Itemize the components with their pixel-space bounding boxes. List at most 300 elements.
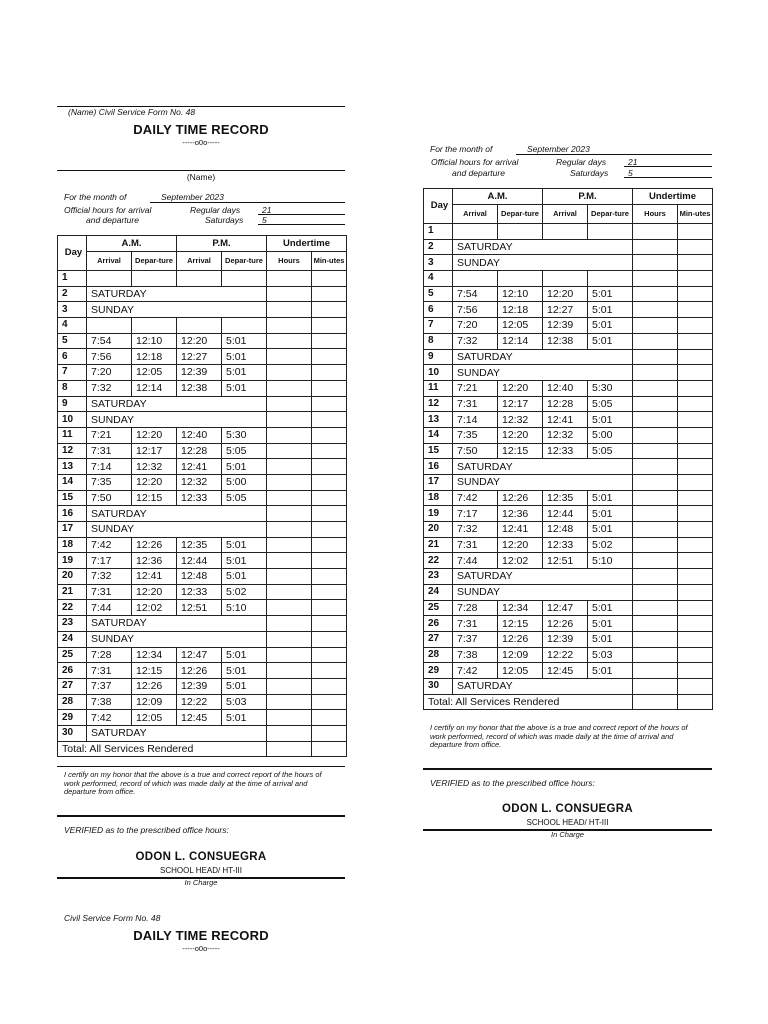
pm-in-cell: 12:39 bbox=[543, 318, 588, 334]
day-cell: 23 bbox=[58, 616, 87, 632]
undertime-hours-cell bbox=[267, 459, 312, 475]
am-in-cell: 7:42 bbox=[453, 663, 498, 679]
pm-in-cell: 12:22 bbox=[543, 647, 588, 663]
month-label-right: For the month of bbox=[430, 144, 493, 154]
am-arrival-header: Arrival bbox=[87, 252, 132, 271]
table-row bbox=[58, 474, 347, 490]
undertime-minutes-cell bbox=[312, 710, 347, 726]
day-cell: 5 bbox=[58, 333, 87, 349]
am-in-cell: 7:42 bbox=[87, 537, 132, 553]
minutes-header: Min-utes bbox=[678, 205, 713, 224]
undertime-minutes-cell bbox=[678, 600, 713, 616]
pm-out-cell: 5:01 bbox=[222, 710, 267, 726]
undertime-minutes-cell bbox=[312, 553, 347, 569]
pm-out-cell: 5:01 bbox=[222, 537, 267, 553]
table-row bbox=[424, 506, 713, 522]
day-cell: 12 bbox=[424, 396, 453, 412]
undertime-minutes-cell bbox=[312, 412, 347, 428]
undertime-minutes-cell bbox=[312, 333, 347, 349]
pm-out-cell: 5:01 bbox=[222, 459, 267, 475]
am-out-cell: 12:05 bbox=[498, 663, 543, 679]
undertime-hours-cell bbox=[267, 318, 312, 334]
am-header: A.M. bbox=[87, 236, 177, 252]
undertime-minutes-cell bbox=[678, 365, 713, 381]
undertime-minutes-cell bbox=[678, 678, 713, 694]
undertime-minutes-cell bbox=[678, 396, 713, 412]
am-out-cell: 12:05 bbox=[132, 710, 177, 726]
am-out-cell: 12:36 bbox=[132, 553, 177, 569]
table-row bbox=[424, 678, 713, 694]
undertime-hours-cell bbox=[633, 678, 678, 694]
pm-in-cell: 12:27 bbox=[543, 302, 588, 318]
day-cell: 17 bbox=[424, 475, 453, 491]
pm-in-cell: 12:47 bbox=[177, 647, 222, 663]
undertime-hours-cell bbox=[633, 333, 678, 349]
day-cell: 20 bbox=[58, 569, 87, 585]
day-cell: 28 bbox=[58, 694, 87, 710]
day-cell: 19 bbox=[58, 553, 87, 569]
regular-days-underline bbox=[258, 214, 345, 215]
am-out-cell bbox=[498, 224, 543, 240]
table-row bbox=[58, 600, 347, 616]
day-header: Day bbox=[58, 236, 87, 271]
pm-out-cell: 5:01 bbox=[222, 678, 267, 694]
undertime-hours-cell bbox=[267, 537, 312, 553]
day-cell: 29 bbox=[424, 663, 453, 679]
am-out-cell: 12:26 bbox=[498, 631, 543, 647]
table-row bbox=[58, 427, 347, 443]
pm-in-cell: 12:28 bbox=[177, 443, 222, 459]
table-row bbox=[58, 710, 347, 726]
month-value-right: September 2023 bbox=[527, 144, 590, 154]
table-row bbox=[424, 333, 713, 349]
day-cell: 16 bbox=[424, 459, 453, 475]
table-row bbox=[58, 349, 347, 365]
day-cell: 1 bbox=[424, 224, 453, 240]
table-row bbox=[424, 443, 713, 459]
table-row bbox=[424, 302, 713, 318]
table-row bbox=[58, 584, 347, 600]
dtr-table-right bbox=[423, 188, 713, 710]
undertime-hours-cell bbox=[267, 380, 312, 396]
undertime-hours-cell bbox=[633, 522, 678, 538]
am-out-cell: 12:17 bbox=[132, 443, 177, 459]
pm-in-cell: 12:39 bbox=[177, 678, 222, 694]
pm-out-cell: 5:01 bbox=[588, 616, 633, 632]
undertime-minutes-cell bbox=[678, 271, 713, 287]
month-label: For the month of bbox=[64, 192, 127, 202]
am-out-cell: 12:36 bbox=[498, 506, 543, 522]
am-out-cell: 12:18 bbox=[498, 302, 543, 318]
undertime-minutes-cell bbox=[678, 631, 713, 647]
undertime-header: Undertime bbox=[267, 236, 347, 252]
form-number: (Name) Civil Service Form No. 48 bbox=[68, 107, 196, 117]
undertime-minutes-cell bbox=[678, 647, 713, 663]
undertime-hours-cell bbox=[267, 427, 312, 443]
am-in-cell bbox=[87, 271, 132, 287]
am-out-cell: 12:09 bbox=[498, 647, 543, 663]
cert-rule bbox=[57, 766, 345, 767]
pm-out-cell bbox=[588, 224, 633, 240]
pm-out-cell: 5:01 bbox=[222, 333, 267, 349]
day-cell: 4 bbox=[58, 318, 87, 334]
am-out-cell: 12:20 bbox=[498, 537, 543, 553]
am-in-cell: 7:37 bbox=[453, 631, 498, 647]
table-row bbox=[58, 286, 347, 302]
undertime-minutes-cell bbox=[678, 584, 713, 600]
undertime-hours-cell bbox=[267, 569, 312, 585]
table-row bbox=[424, 490, 713, 506]
name-label: (Name) bbox=[186, 172, 216, 182]
undertime-minutes-cell bbox=[678, 286, 713, 302]
pm-out-cell: 5:10 bbox=[222, 600, 267, 616]
am-out-cell: 12:41 bbox=[498, 522, 543, 538]
pm-out-cell: 5:10 bbox=[588, 553, 633, 569]
undertime-minutes-cell bbox=[312, 474, 347, 490]
am-in-cell: 7:31 bbox=[87, 443, 132, 459]
day-cell: 16 bbox=[58, 506, 87, 522]
form-number-2: Civil Service Form No. 48 bbox=[64, 913, 161, 923]
regular-days-label: Regular days bbox=[190, 205, 241, 215]
pm-in-cell: 12:51 bbox=[177, 600, 222, 616]
am-in-cell bbox=[87, 318, 132, 334]
table-row bbox=[424, 647, 713, 663]
total-label: Total: All Services Rendered bbox=[424, 694, 633, 710]
signatory-name: ODON L. CONSUEGRA bbox=[135, 851, 267, 863]
pm-out-cell: 5:02 bbox=[222, 584, 267, 600]
undertime-hours-cell bbox=[267, 631, 312, 647]
undertime-minutes-cell bbox=[312, 490, 347, 506]
undertime-minutes-cell bbox=[312, 616, 347, 632]
total-minutes bbox=[678, 694, 713, 710]
undertime-hours-cell bbox=[633, 349, 678, 365]
day-cell: 30 bbox=[58, 725, 87, 741]
undertime-hours-cell bbox=[633, 616, 678, 632]
pm-in-cell: 12:32 bbox=[543, 427, 588, 443]
day-cell: 28 bbox=[424, 647, 453, 663]
pm-out-cell: 5:02 bbox=[588, 537, 633, 553]
undertime-hours-cell bbox=[633, 600, 678, 616]
table-row bbox=[58, 631, 347, 647]
minutes-header: Min-utes bbox=[312, 252, 347, 271]
undertime-minutes-cell bbox=[312, 271, 347, 287]
day-cell: 1 bbox=[58, 271, 87, 287]
undertime-minutes-cell bbox=[312, 459, 347, 475]
pm-out-cell: 5:01 bbox=[588, 522, 633, 538]
undertime-hours-cell bbox=[267, 443, 312, 459]
name-line bbox=[57, 170, 345, 171]
undertime-hours-cell bbox=[267, 271, 312, 287]
table-row bbox=[58, 443, 347, 459]
pm-in-cell: 12:48 bbox=[177, 569, 222, 585]
saturdays-value: 5 bbox=[262, 215, 267, 225]
undertime-hours-cell bbox=[267, 694, 312, 710]
undertime-minutes-cell bbox=[312, 286, 347, 302]
pm-in-cell: 12:20 bbox=[543, 286, 588, 302]
am-in-cell: 7:32 bbox=[87, 569, 132, 585]
am-in-cell: 7:31 bbox=[453, 537, 498, 553]
pm-out-cell: 5:01 bbox=[588, 506, 633, 522]
pm-out-cell: 5:30 bbox=[588, 380, 633, 396]
am-in-cell: 7:31 bbox=[87, 663, 132, 679]
undertime-hours-cell bbox=[267, 396, 312, 412]
table-row bbox=[58, 380, 347, 396]
am-in-cell: 7:38 bbox=[87, 694, 132, 710]
am-out-cell: 12:20 bbox=[498, 427, 543, 443]
am-in-cell: 7:44 bbox=[453, 553, 498, 569]
am-in-cell: 7:31 bbox=[453, 396, 498, 412]
undertime-minutes-cell bbox=[678, 380, 713, 396]
table-row bbox=[58, 302, 347, 318]
undertime-minutes-cell bbox=[312, 349, 347, 365]
in-charge-label: In Charge bbox=[184, 878, 218, 887]
table-row bbox=[424, 459, 713, 475]
day-note: SATURDAY bbox=[87, 506, 267, 522]
am-out-cell: 12:14 bbox=[132, 380, 177, 396]
day-cell: 8 bbox=[424, 333, 453, 349]
am-in-cell: 7:54 bbox=[87, 333, 132, 349]
undertime-hours-cell bbox=[267, 365, 312, 381]
day-note: SATURDAY bbox=[453, 459, 633, 475]
undertime-hours-cell bbox=[267, 678, 312, 694]
day-cell: 13 bbox=[58, 459, 87, 475]
am-departure-header: Depar-ture bbox=[498, 205, 543, 224]
am-out-cell: 12:14 bbox=[498, 333, 543, 349]
pm-in-cell: 12:26 bbox=[177, 663, 222, 679]
table-row bbox=[58, 522, 347, 538]
table-row bbox=[424, 380, 713, 396]
am-in-cell: 7:54 bbox=[453, 286, 498, 302]
am-out-cell bbox=[132, 318, 177, 334]
undertime-hours-cell bbox=[633, 553, 678, 569]
table-row bbox=[58, 459, 347, 475]
day-cell: 10 bbox=[424, 365, 453, 381]
am-out-cell: 12:09 bbox=[132, 694, 177, 710]
undertime-hours-cell bbox=[633, 318, 678, 334]
day-cell: 6 bbox=[58, 349, 87, 365]
day-cell: 26 bbox=[58, 663, 87, 679]
undertime-hours-cell bbox=[633, 380, 678, 396]
undertime-hours-cell bbox=[633, 663, 678, 679]
table-row bbox=[58, 616, 347, 632]
table-row bbox=[424, 427, 713, 443]
pm-in-cell: 12:20 bbox=[177, 333, 222, 349]
saturdays-label-right: Saturdays bbox=[570, 168, 609, 178]
undertime-minutes-cell bbox=[678, 569, 713, 585]
undertime-hours-cell bbox=[633, 224, 678, 240]
day-cell: 10 bbox=[58, 412, 87, 428]
day-cell: 15 bbox=[58, 490, 87, 506]
day-cell: 29 bbox=[58, 710, 87, 726]
am-out-cell: 12:41 bbox=[132, 569, 177, 585]
am-in-cell: 7:17 bbox=[453, 506, 498, 522]
day-cell: 7 bbox=[58, 365, 87, 381]
undertime-hours-cell bbox=[267, 616, 312, 632]
undertime-hours-cell bbox=[267, 333, 312, 349]
undertime-hours-cell bbox=[633, 365, 678, 381]
table-row bbox=[424, 239, 713, 255]
day-cell: 18 bbox=[58, 537, 87, 553]
page-title-2: DAILY TIME RECORD bbox=[133, 928, 269, 943]
pm-in-cell: 12:45 bbox=[177, 710, 222, 726]
day-cell: 22 bbox=[424, 553, 453, 569]
am-out-cell: 12:02 bbox=[132, 600, 177, 616]
undertime-minutes-cell bbox=[312, 694, 347, 710]
table-row bbox=[424, 365, 713, 381]
undertime-hours-cell bbox=[633, 631, 678, 647]
pm-out-cell: 5:01 bbox=[588, 490, 633, 506]
pm-in-cell: 12:33 bbox=[543, 537, 588, 553]
regular-days-value-right: 21 bbox=[628, 157, 638, 167]
am-departure-header: Depar-ture bbox=[132, 252, 177, 271]
am-out-cell: 12:18 bbox=[132, 349, 177, 365]
undertime-minutes-cell bbox=[312, 537, 347, 553]
day-cell: 25 bbox=[58, 647, 87, 663]
day-cell: 14 bbox=[58, 474, 87, 490]
undertime-hours-cell bbox=[633, 255, 678, 271]
am-out-cell: 12:15 bbox=[498, 616, 543, 632]
pm-header: P.M. bbox=[177, 236, 267, 252]
am-out-cell bbox=[132, 271, 177, 287]
undertime-hours-cell bbox=[633, 396, 678, 412]
am-out-cell: 12:34 bbox=[132, 647, 177, 663]
undertime-minutes-cell bbox=[312, 396, 347, 412]
am-out-cell: 12:15 bbox=[498, 443, 543, 459]
signatory-position: SCHOOL HEAD/ HT-III bbox=[160, 866, 242, 875]
undertime-minutes-cell bbox=[312, 522, 347, 538]
undertime-hours-cell bbox=[267, 710, 312, 726]
undertime-hours-cell bbox=[267, 522, 312, 538]
undertime-minutes-cell bbox=[312, 600, 347, 616]
pm-out-cell bbox=[222, 271, 267, 287]
undertime-hours-cell bbox=[633, 271, 678, 287]
table-row bbox=[424, 349, 713, 365]
day-note: SUNDAY bbox=[453, 475, 633, 491]
pm-out-cell: 5:01 bbox=[222, 553, 267, 569]
am-out-cell: 12:20 bbox=[132, 474, 177, 490]
day-note: SATURDAY bbox=[453, 569, 633, 585]
undertime-minutes-cell bbox=[678, 349, 713, 365]
day-cell: 14 bbox=[424, 427, 453, 443]
table-row bbox=[424, 396, 713, 412]
table-row bbox=[424, 412, 713, 428]
pm-in-cell: 12:39 bbox=[543, 631, 588, 647]
official-hours-label-2: and departure bbox=[86, 215, 139, 225]
day-cell: 27 bbox=[424, 631, 453, 647]
table-row bbox=[58, 506, 347, 522]
undertime-hours-cell bbox=[633, 584, 678, 600]
day-cell: 20 bbox=[424, 522, 453, 538]
am-in-cell: 7:21 bbox=[453, 380, 498, 396]
am-in-cell: 7:35 bbox=[453, 427, 498, 443]
day-note: SUNDAY bbox=[453, 255, 633, 271]
official-hours-label-right: Official hours for arrival bbox=[431, 157, 519, 167]
table-row bbox=[424, 224, 713, 240]
day-cell: 5 bbox=[424, 286, 453, 302]
table-row bbox=[58, 553, 347, 569]
pm-arrival-header: Arrival bbox=[543, 205, 588, 224]
undertime-minutes-cell bbox=[678, 490, 713, 506]
am-in-cell: 7:44 bbox=[87, 600, 132, 616]
table-row bbox=[424, 631, 713, 647]
am-in-cell: 7:32 bbox=[87, 380, 132, 396]
total-hours bbox=[633, 694, 678, 710]
am-out-cell: 12:20 bbox=[498, 380, 543, 396]
undertime-minutes-cell bbox=[678, 443, 713, 459]
undertime-minutes-cell bbox=[678, 255, 713, 271]
pm-in-cell bbox=[177, 271, 222, 287]
table-row bbox=[58, 333, 347, 349]
page-title: DAILY TIME RECORD bbox=[133, 122, 269, 137]
pm-in-cell: 12:33 bbox=[177, 584, 222, 600]
am-in-cell: 7:31 bbox=[87, 584, 132, 600]
undertime-hours-cell bbox=[633, 427, 678, 443]
undertime-minutes-cell bbox=[678, 239, 713, 255]
pm-out-cell: 5:03 bbox=[222, 694, 267, 710]
am-out-cell: 12:34 bbox=[498, 600, 543, 616]
table-row bbox=[58, 365, 347, 381]
undertime-minutes-cell bbox=[312, 663, 347, 679]
saturdays-underline-right bbox=[624, 177, 712, 178]
undertime-minutes-cell bbox=[678, 522, 713, 538]
saturdays-label: Saturdays bbox=[205, 215, 244, 225]
pm-in-cell: 12:48 bbox=[543, 522, 588, 538]
undertime-minutes-cell bbox=[312, 318, 347, 334]
am-out-cell: 12:15 bbox=[132, 663, 177, 679]
pm-in-cell: 12:33 bbox=[543, 443, 588, 459]
day-cell: 12 bbox=[58, 443, 87, 459]
undertime-minutes-cell bbox=[678, 537, 713, 553]
pm-out-cell: 5:01 bbox=[588, 663, 633, 679]
day-cell: 27 bbox=[58, 678, 87, 694]
am-in-cell: 7:14 bbox=[453, 412, 498, 428]
table-row bbox=[58, 271, 347, 287]
month-underline-right bbox=[516, 154, 712, 155]
undertime-minutes-cell bbox=[312, 365, 347, 381]
table-row bbox=[58, 490, 347, 506]
undertime-hours-cell bbox=[267, 506, 312, 522]
am-out-cell: 12:26 bbox=[132, 537, 177, 553]
am-out-cell: 12:15 bbox=[132, 490, 177, 506]
undertime-minutes-cell bbox=[678, 475, 713, 491]
undertime-hours-cell bbox=[633, 443, 678, 459]
pm-out-cell: 5:05 bbox=[588, 396, 633, 412]
am-in-cell: 7:20 bbox=[453, 318, 498, 334]
undertime-hours-cell bbox=[267, 553, 312, 569]
pm-out-cell: 5:01 bbox=[588, 412, 633, 428]
am-out-cell: 12:05 bbox=[132, 365, 177, 381]
am-out-cell: 12:10 bbox=[498, 286, 543, 302]
am-in-cell: 7:20 bbox=[87, 365, 132, 381]
table-row bbox=[58, 318, 347, 334]
am-in-cell bbox=[453, 271, 498, 287]
undertime-minutes-cell bbox=[312, 569, 347, 585]
pm-out-cell: 5:01 bbox=[222, 349, 267, 365]
table-row bbox=[424, 475, 713, 491]
undertime-minutes-cell bbox=[678, 224, 713, 240]
am-in-cell: 7:28 bbox=[453, 600, 498, 616]
pm-in-cell: 12:35 bbox=[543, 490, 588, 506]
undertime-hours-cell bbox=[267, 302, 312, 318]
pm-out-cell: 5:00 bbox=[222, 474, 267, 490]
day-cell: 6 bbox=[424, 302, 453, 318]
table-row bbox=[424, 318, 713, 334]
day-cell: 9 bbox=[424, 349, 453, 365]
day-cell: 22 bbox=[58, 600, 87, 616]
pm-in-cell: 12:27 bbox=[177, 349, 222, 365]
hours-header: Hours bbox=[633, 205, 678, 224]
day-cell: 4 bbox=[424, 271, 453, 287]
